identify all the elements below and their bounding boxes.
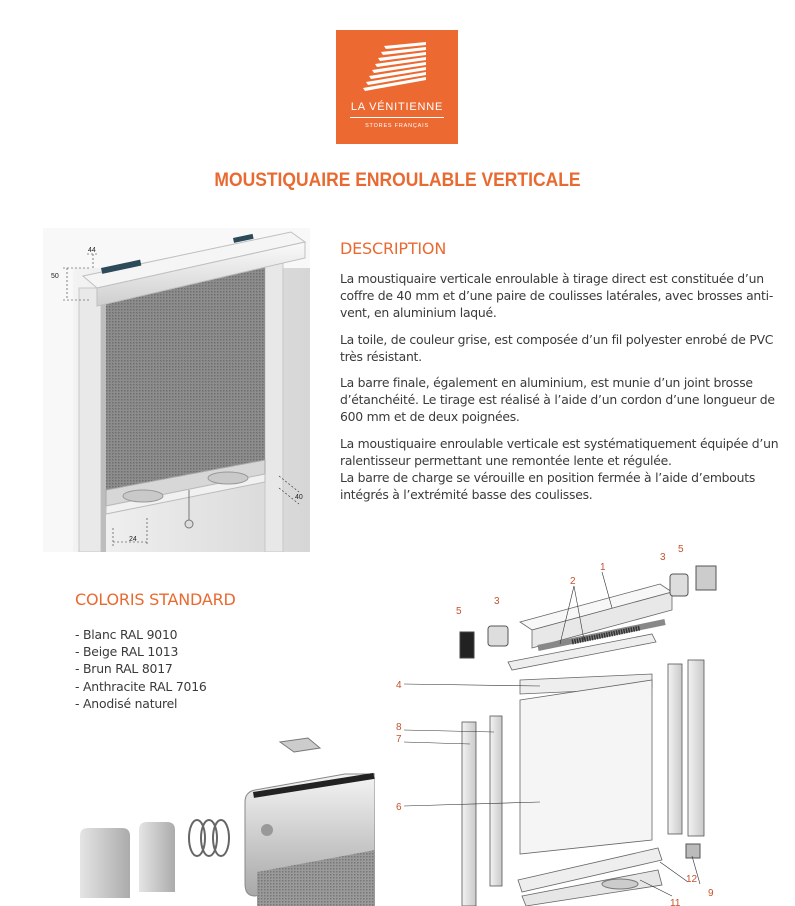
logo-tagline: STORES FRANÇAIS xyxy=(365,123,429,129)
dimension-width: 24 xyxy=(129,536,137,543)
page-title: MOUSTIQUAIRE ENROULABLE VERTICALE xyxy=(214,170,581,191)
dimension-bar: 40 xyxy=(295,494,303,501)
part-label: 1 xyxy=(600,562,606,573)
logo-brand-name: LA VÉNITIENNE xyxy=(350,101,444,113)
blinds-logo-icon xyxy=(336,30,458,100)
part-label: 3 xyxy=(660,552,666,563)
colors-list xyxy=(75,626,207,712)
description-paragraph: La barre finale, également en aluminium, est munie d’un joint brosse d’étanchéité. Le tirage est réalisé à l’aide d’un cordon d’une longueur de 600 mm et de deux poignées. xyxy=(340,375,775,425)
part-label: 2 xyxy=(570,576,576,587)
part-label: 8 xyxy=(396,722,402,733)
part-label: 12 xyxy=(686,874,698,885)
mechanism-detail-render xyxy=(75,730,375,906)
part-label: 3 xyxy=(494,596,500,607)
color-item: - Blanc RAL 9010 xyxy=(75,627,178,642)
description-paragraph: La moustiquaire verticale enroulable à tirage direct est constituée d’un coffre de 40 mm et d’une paire de coulisses latérales, avec brosses anti-vent, en aluminium laqué. xyxy=(340,271,774,321)
description-paragraph: La moustiquaire enroulable verticale est systématiquement équipée d’un ralentisseur permettant une remontée lente et régulée. xyxy=(340,435,779,468)
description-paragraph: La barre de charge se vérouille en position fermée à l’aide d’embouts intégrés à l’extrémité basse des coulisses. xyxy=(340,470,756,503)
color-item: - Anthracite RAL 7016 xyxy=(75,678,207,694)
description-heading: DESCRIPTION xyxy=(340,239,447,258)
color-item: - Anodisé naturel xyxy=(75,695,178,711)
part-label: 7 xyxy=(396,734,402,745)
part-label: 5 xyxy=(678,544,684,555)
dimension-height: 50 xyxy=(51,273,59,280)
part-label: 6 xyxy=(396,802,402,813)
part-label: 4 xyxy=(396,680,402,691)
product-photo xyxy=(43,228,310,552)
color-item: - Brun RAL 8017 xyxy=(75,661,173,677)
part-label: 11 xyxy=(670,898,681,906)
description-body xyxy=(340,270,780,512)
part-label: 9 xyxy=(708,888,714,899)
part-label: 5 xyxy=(456,606,462,617)
logo-divider xyxy=(350,117,444,118)
colors-heading: COLORIS STANDARD xyxy=(75,590,236,609)
description-paragraph: La toile, de couleur grise, est composée d’un fil polyester enrobé de PVC très résistant. xyxy=(340,331,774,364)
dimension-depth: 44 xyxy=(88,247,96,254)
exploded-diagram xyxy=(390,540,795,906)
color-item: - Beige RAL 1013 xyxy=(75,644,179,660)
brand-logo xyxy=(336,30,458,144)
